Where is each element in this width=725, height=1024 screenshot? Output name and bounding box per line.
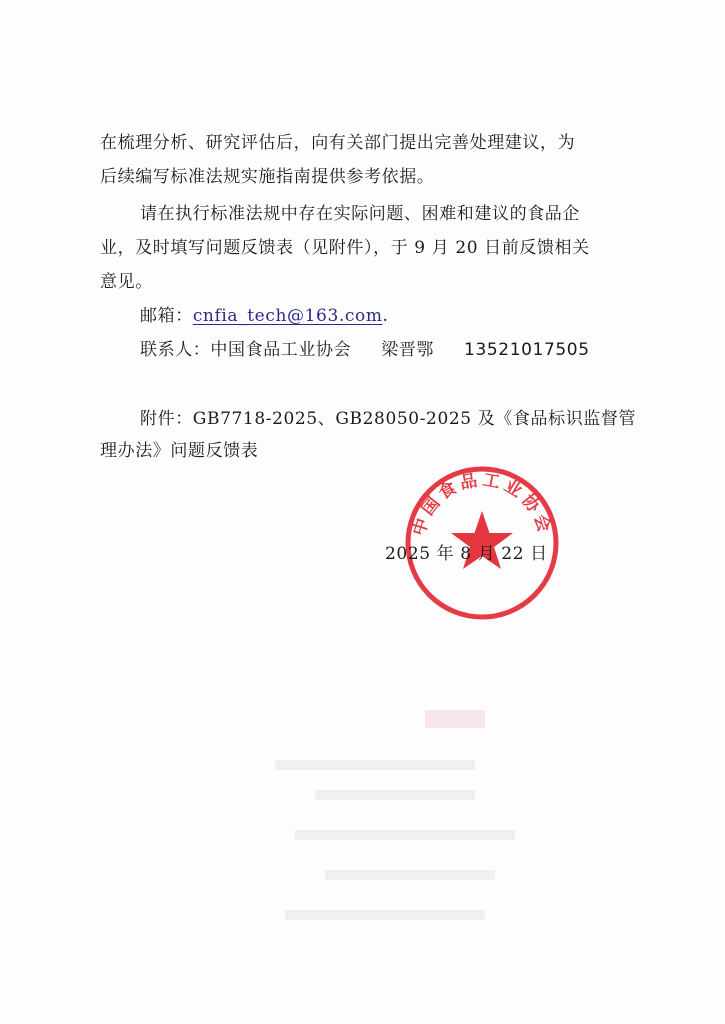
paragraph-2-line-2: 业，及时填写问题反馈表（见附件），于 9 月 20 日前反馈相关 xyxy=(100,238,590,258)
contact-line xyxy=(140,339,590,361)
paragraph-1-line-1: 在梳理分析、研究评估后，向有关部门提出完善处理建议，为 xyxy=(100,133,576,153)
email-suffix: . xyxy=(382,306,389,326)
contact-phone: 13521017505 xyxy=(464,340,590,360)
seal-text: 中国食品工业协会 xyxy=(409,470,555,539)
attachment-line-1: 附件：GB7718-2025、GB28050-2025 及《食品标识监督管 xyxy=(140,409,637,429)
attachment-line-2: 理办法》问题反馈表 xyxy=(100,441,259,461)
email-link[interactable]: cnfia_tech@163.com xyxy=(192,306,383,326)
contact-organization: 中国食品工业协会 xyxy=(210,340,352,360)
contact-person: 梁晋鄂 xyxy=(381,340,435,360)
bleed-through-shadow xyxy=(255,700,575,980)
email-label: 邮箱： xyxy=(140,306,193,326)
paragraph-1-line-2: 后续编写标准法规实施指南提供参考依据。 xyxy=(100,167,435,187)
email-line xyxy=(140,305,389,327)
paragraph-2-line-1: 请在执行标准法规中存在实际问题、困难和建议的食品企 xyxy=(140,204,580,224)
paragraph-2-line-3: 意见。 xyxy=(100,272,153,292)
contact-label: 联系人： xyxy=(140,340,211,360)
document-date: 2025 年 8 月 22 日 xyxy=(385,544,548,564)
